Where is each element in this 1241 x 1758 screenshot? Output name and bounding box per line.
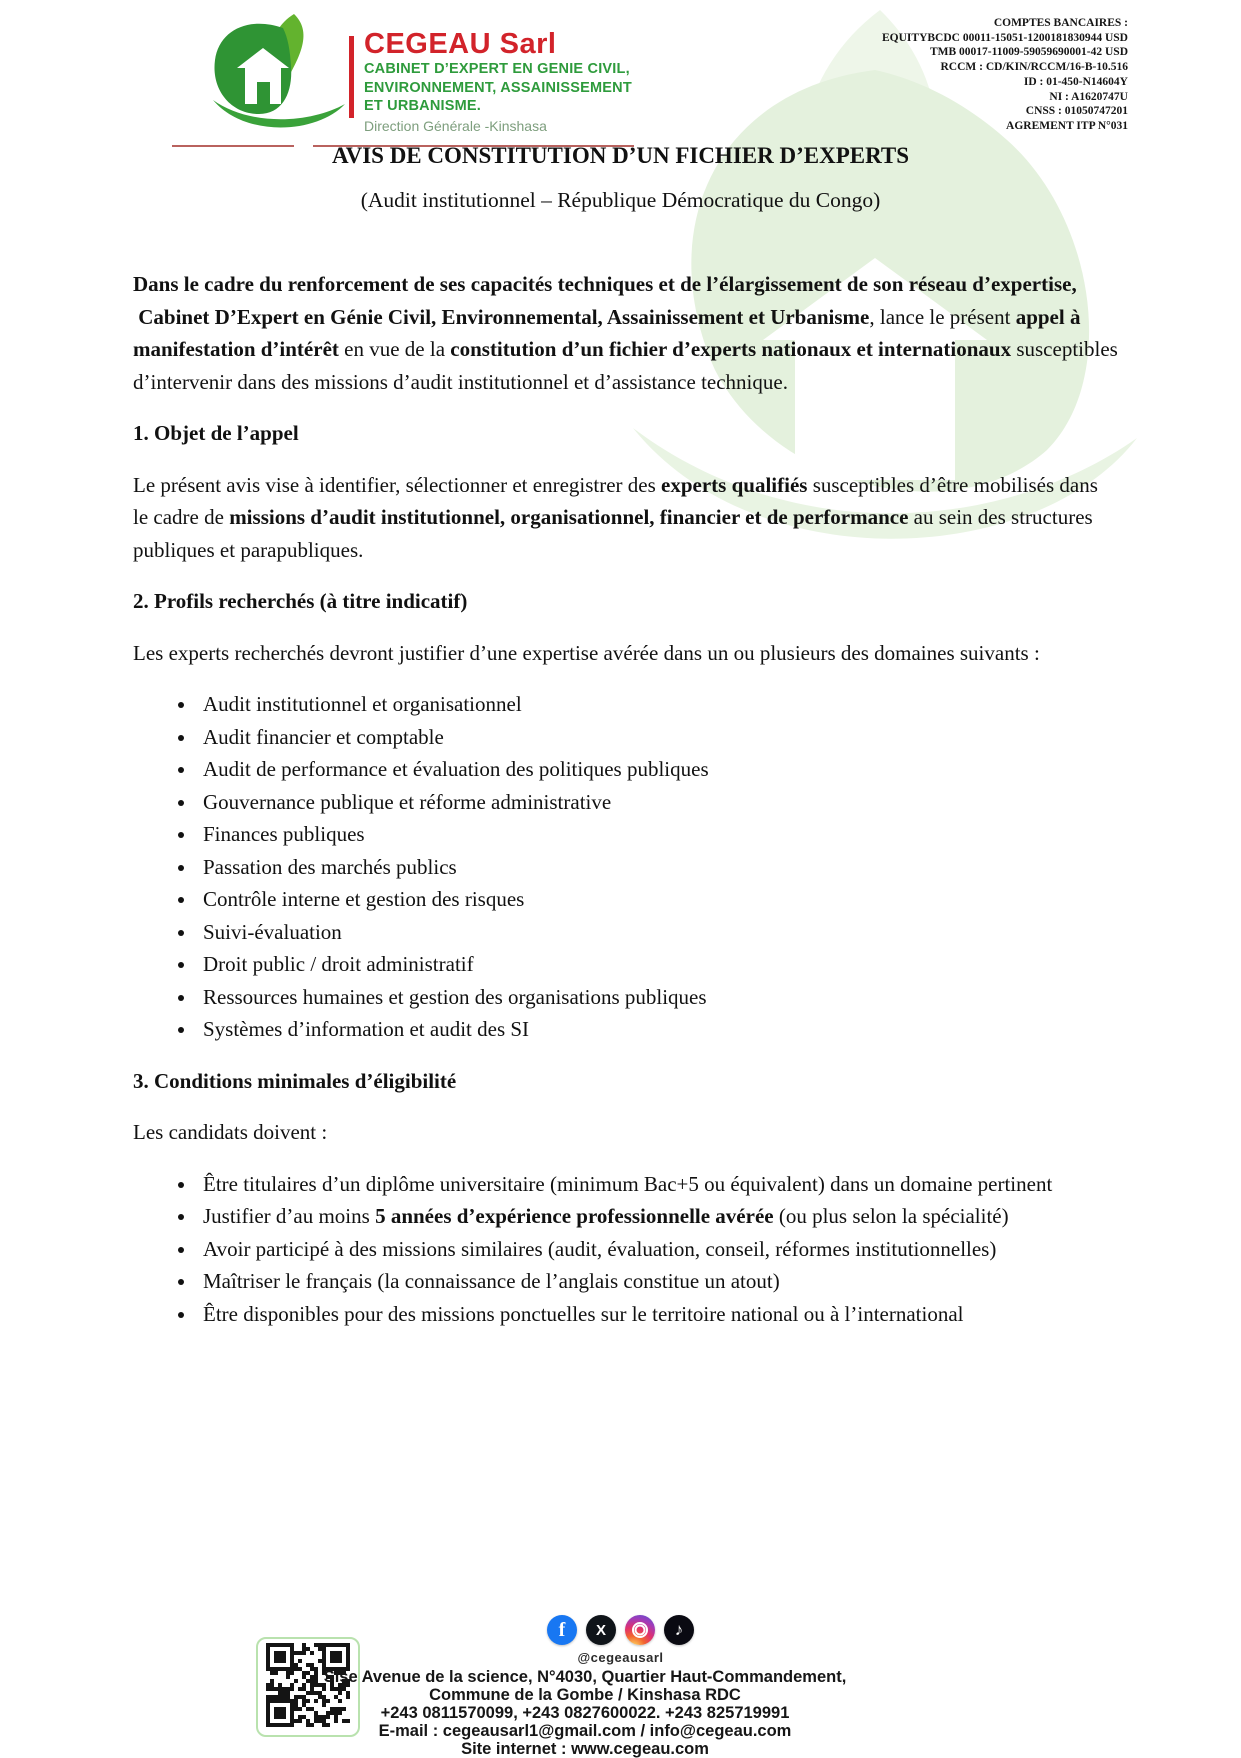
footer-line: Site internet : www.cegeau.com [461,1740,709,1758]
bullet-item [197,753,1118,786]
footer-line: +243 0811570099, +243 0827600022. +243 825719991 [380,1704,790,1722]
paragraph [133,469,1118,567]
bullet-list [133,688,1118,1046]
instagram-icon [625,1615,655,1645]
text-run: Audit de performance et évaluation des politiques publiques [203,757,709,781]
text-run: 5 années d’expérience professionnelle avérée [375,1204,774,1228]
text-run: Passation des marchés publics [203,854,457,879]
bullet-list [133,1168,1118,1331]
text-run: susceptibles d’être mobilisés dans le cadre de [133,472,1104,529]
company-tagline [364,60,632,116]
registry-line: CNSS : 01050747201 [1025,105,1128,118]
bullet-item [197,1168,1118,1201]
company-name: CEGEAU Sarl [364,28,557,60]
bullet-item [197,851,1118,884]
bullet-item [197,948,1118,981]
footer-contact-block [235,1668,935,1758]
company-location: Direction Générale -Kinshasa [364,117,547,134]
bullet-item [197,1233,1118,1266]
text-run: Suivi-évaluation [203,919,342,944]
registry-line: TMB 00017-11009-59059690001-42 USD [929,46,1128,59]
text-run: missions d’audit institutionnel, organisationnel, financier et de performance [229,505,909,529]
text-run: Gouvernance publique et réforme administrative [203,789,612,814]
registry-lines [882,31,1128,134]
text-run: (ou plus selon la spécialité) [773,1204,1009,1228]
page-subtitle: (Audit institutionnel – République Démocratique du Congo) [360,188,881,212]
bullet-item [197,1265,1118,1298]
bank-registry-block [882,16,1128,134]
bullet-item [197,916,1118,949]
text-run: Être disponibles pour des missions ponctuelles sur le territoire national ou à l’international [203,1301,964,1326]
logo-house-door [257,82,270,104]
bullet-item [197,1298,1118,1331]
text-run: Ressources humaines et gestion des organisations publiques [203,984,707,1009]
brand-block [364,28,632,134]
registry-line: NI : A1620747U [1049,90,1128,103]
registry-title: COMPTES BANCAIRES : [993,17,1128,29]
text-run: Finances publiques [203,822,365,846]
text-run: appel à manifestation d’intérêt [133,304,1086,361]
text-run: en vue de la [338,337,451,361]
text-run: Dans le cadre du renforcement de ses capacités techniques et de l’élargissement de son réseau d’expertise, [133,272,1077,296]
text-run: Droit public / droit administratif [203,952,474,976]
registry-line: RCCM : CD/KIN/RCCM/16-B-10.516 [940,61,1128,74]
bullet-item [197,721,1118,754]
company-tagline-line: ENVIRONNEMENT, ASSAINISSEMENT [364,79,632,96]
section-heading: 2. Profils recherchés (à titre indicatif) [133,589,468,613]
text-run: Les experts recherchés devront justifier d’une expertise avérée dans un ou plusieurs des domaines suivants : [133,640,1040,665]
text-run: Les candidats doivent : [133,1120,328,1144]
text-run: Avoir participé à des missions similaires (audit, évaluation, conseil, réformes institutionnelles) [203,1236,997,1261]
text-run: Être titulaires d’un diplôme universitaire (minimum Bac+5 ou équivalent) dans un domaine pertinent [203,1171,1053,1196]
social-icons-row [0,1615,1241,1645]
text-run: Le présent avis vise à identifier, sélectionner et enregistrer des [133,472,662,497]
bullet-item [197,818,1118,851]
paragraph [133,637,1118,670]
document-body [133,268,1124,1349]
company-logo [196,12,368,130]
bullet-item [197,883,1118,916]
bullet-item [197,1200,1118,1233]
text-run: susceptibles d’intervenir dans des missions d’audit institutionnel et d’assistance technique. [133,337,1124,394]
facebook-icon: f [547,1615,577,1645]
bullet-item [197,1013,1118,1046]
section-heading: 1. Objet de l’appel [133,421,299,445]
text-run: , lance le présent [869,304,1016,329]
footer-line: E-mail : cegeausarl1@gmail.com / info@cegeau.com [378,1722,792,1740]
paragraph [133,268,1124,398]
footer-line: Sise Avenue de la science, N°4030, Quartier Haut-Commandement, [323,1668,847,1686]
text-run: Contrôle interne et gestion des risques [203,887,525,911]
text-run: Justifier d’au moins [203,1204,376,1228]
x-twitter-icon: X [586,1615,616,1645]
text-run: constitution d’un fichier d’experts nationaux et internationaux [450,337,1012,361]
section-heading: 3. Conditions minimales d’éligibilité [133,1068,457,1093]
text-run: Cabinet D’Expert en Génie Civil, Environnemental, Assainissement et Urbanisme [133,304,870,329]
text-run: au sein des structures publiques et parapubliques. [133,505,1098,562]
social-handle: @cegeausarl [577,1650,664,1665]
bullet-item [197,786,1118,819]
tiktok-icon: ♪ [664,1615,694,1645]
text-run: Systèmes d’information et audit des SI [203,1017,530,1041]
registry-line: EQUITYBCDC 00011-15051-1200181830944 USD [882,31,1128,44]
brand-divider-bar [349,36,354,118]
registry-line: AGREMENT ITP N°031 [1006,119,1128,132]
paragraph [133,1116,1118,1149]
company-tagline-line: ET URBANISME. [364,98,481,114]
registry-line: ID : 01-450-N14604Y [1023,75,1128,88]
text-run: Audit financier et comptable [203,724,444,749]
footer-line: Commune de la Gombe / Kinshasa RDC [429,1686,741,1704]
bullet-item [197,981,1118,1014]
company-tagline-line: CABINET D’EXPERT EN GENIE CIVIL, [364,61,630,77]
text-run: Maîtriser le français (la connaissance de l’anglais constitue un atout) [203,1269,780,1293]
text-run: experts qualifiés [661,472,808,497]
bullet-item [197,688,1118,721]
text-run: Audit institutionnel et organisationnel [203,692,522,716]
page-title: AVIS DE CONSTITUTION D’UN FICHIER D’EXPERTS [331,143,910,168]
